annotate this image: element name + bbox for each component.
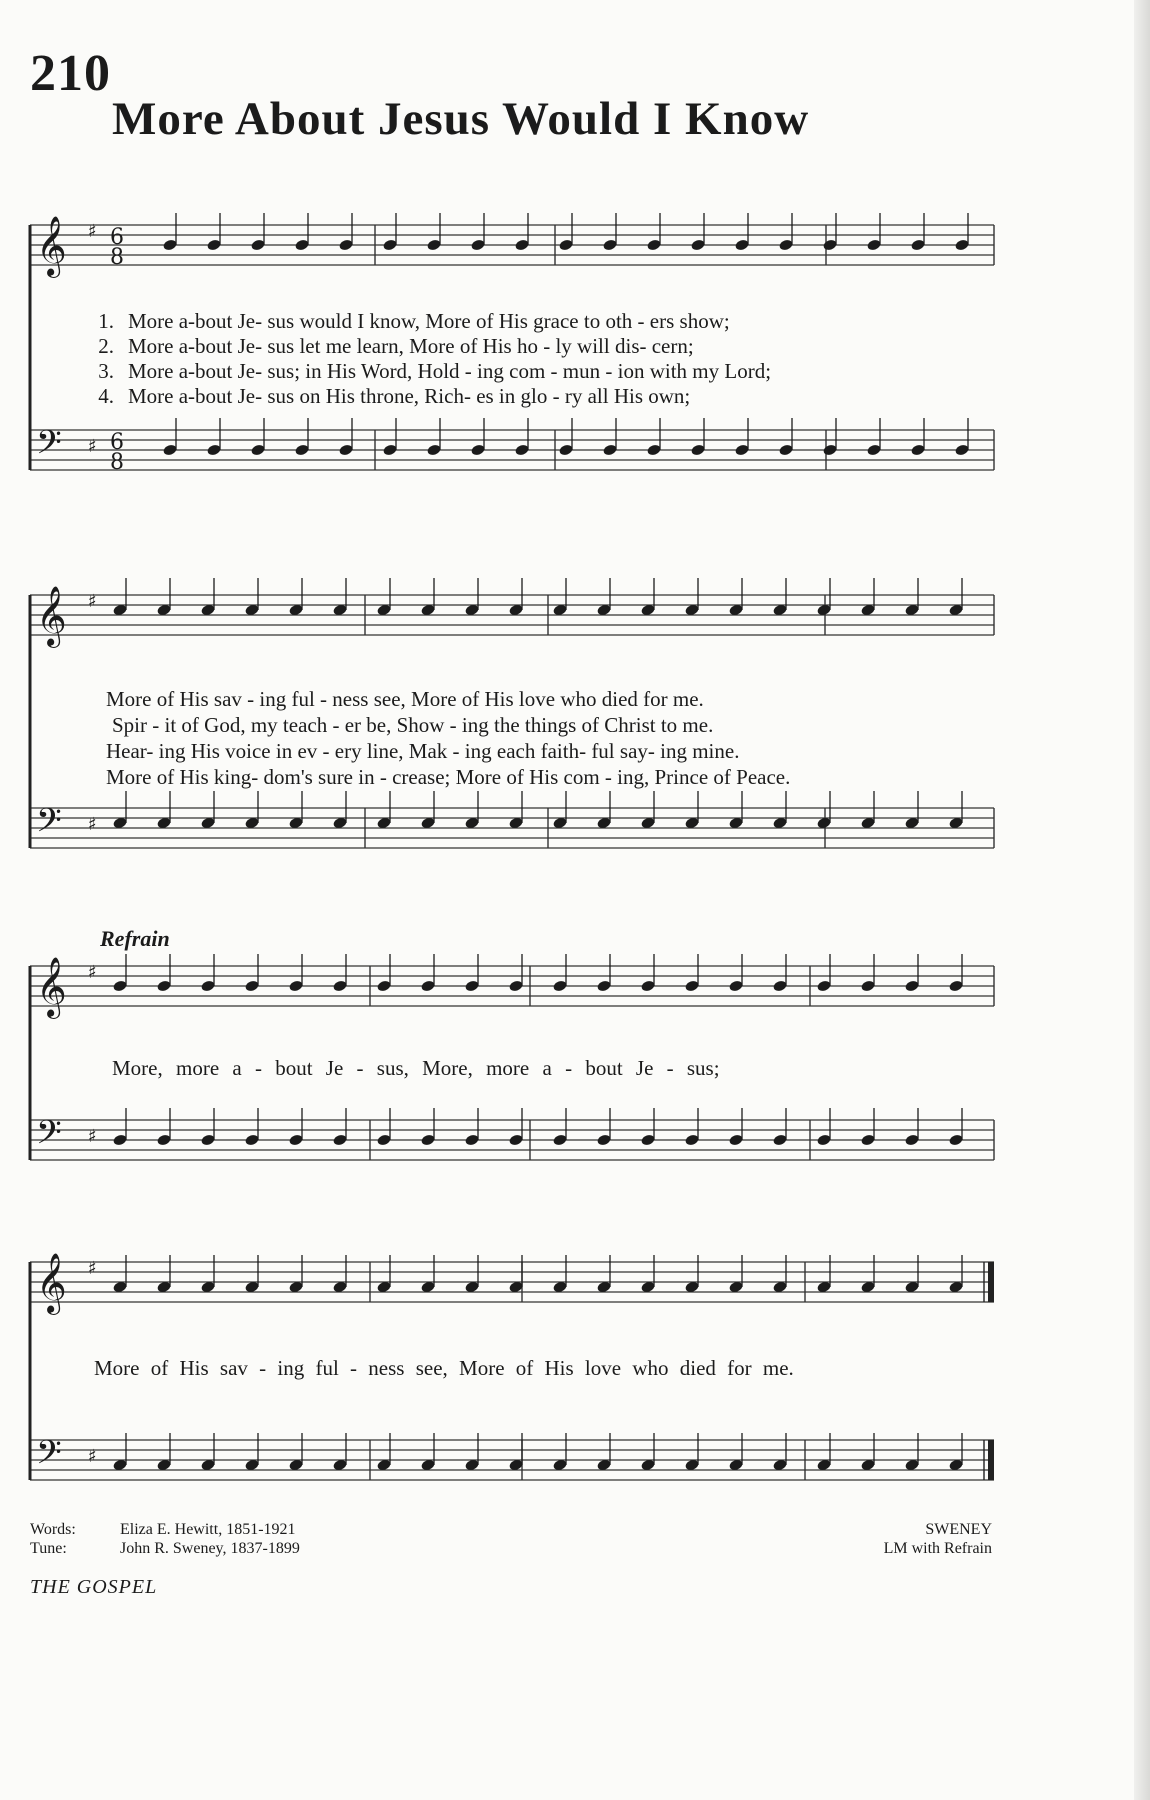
key-signature-sharp-icon: ♯	[88, 1446, 97, 1467]
verse-2-line-2: Spir - it of God, my teach - er be, Show - ing the things of Christ to me.	[112, 713, 714, 737]
hymn-title: More About Jesus Would I Know	[112, 93, 810, 145]
tune-label: Tune:	[30, 1540, 67, 1557]
treble-clef-icon: 𝄞	[36, 957, 67, 1017]
time-signature-top: 6	[110, 225, 124, 250]
bass-clef-icon: 𝄢	[36, 1434, 62, 1480]
key-signature-sharp-icon: ♯	[88, 962, 97, 983]
credits-tune-info	[884, 1520, 992, 1558]
section-heading: THE GOSPEL	[30, 1576, 158, 1598]
final-bar-thick	[988, 1262, 994, 1302]
key-signature-sharp-icon: ♯	[88, 436, 97, 457]
treble-clef-icon: 𝄞	[36, 1253, 67, 1313]
words-label: Words:	[30, 1521, 76, 1538]
key-signature-sharp-icon: ♯	[88, 221, 97, 242]
treble-clef-icon: 𝄞	[36, 586, 67, 646]
verse-2-line-1: 2. More a-bout Je- sus let me learn, More of His ho - ly will dis- cern;	[98, 334, 694, 358]
credits-words-tune	[30, 1520, 300, 1558]
verse-4-line-1: 4. More a-bout Je- sus on His throne, Rich- es in glo - ry all His own;	[98, 384, 691, 408]
bass-clef-icon: 𝄢	[36, 802, 62, 848]
verse-1-line-1: 1. More a-bout Je- sus would I know, More of His grace to oth - ers show;	[98, 309, 730, 333]
bass-clef-icon: 𝄢	[36, 424, 62, 470]
refrain-line-2: More of His sav - ing ful - ness see, More of His love who died for me.	[94, 1356, 794, 1380]
key-signature-sharp-icon: ♯	[88, 1126, 97, 1147]
key-signature-sharp-icon: ♯	[88, 1258, 97, 1279]
tune-composer: John R. Sweney, 1837-1899	[120, 1540, 300, 1557]
refrain-line-1: More, more a - bout Je - sus, More, more a - bout Je - sus;	[112, 1056, 720, 1080]
verse-3-line-2: Hear- ing His voice in ev - ery line, Mak - ing each faith- ful say- ing mine.	[106, 739, 740, 763]
verse-4-line-2: More of His king- dom's sure in - crease; More of His com - ing, Prince of Peace.	[106, 765, 791, 789]
meter: LM with Refrain	[883, 1540, 992, 1557]
words-author: Eliza E. Hewitt, 1851-1921	[120, 1521, 296, 1538]
treble-clef-icon: 𝄞	[36, 216, 67, 276]
time-signature-bottom: 8	[110, 245, 124, 270]
verse-3-line-1: 3. More a-bout Je- sus; in His Word, Hold - ing com - mun - ion with my Lord;	[98, 359, 772, 383]
bass-clef-icon: 𝄢	[36, 1114, 62, 1160]
hymn-number: 210	[30, 45, 111, 102]
key-signature-sharp-icon: ♯	[88, 591, 97, 612]
tune-name: SWENEY	[925, 1521, 992, 1538]
refrain-label: Refrain	[100, 926, 170, 951]
key-signature-sharp-icon: ♯	[88, 814, 97, 835]
verse-1-line-2: More of His sav - ing ful - ness see, More of His love who died for me.	[106, 687, 704, 711]
final-bar-thick	[988, 1440, 994, 1480]
time-signature-top: 6	[110, 430, 124, 455]
time-signature-bottom: 8	[110, 450, 124, 475]
